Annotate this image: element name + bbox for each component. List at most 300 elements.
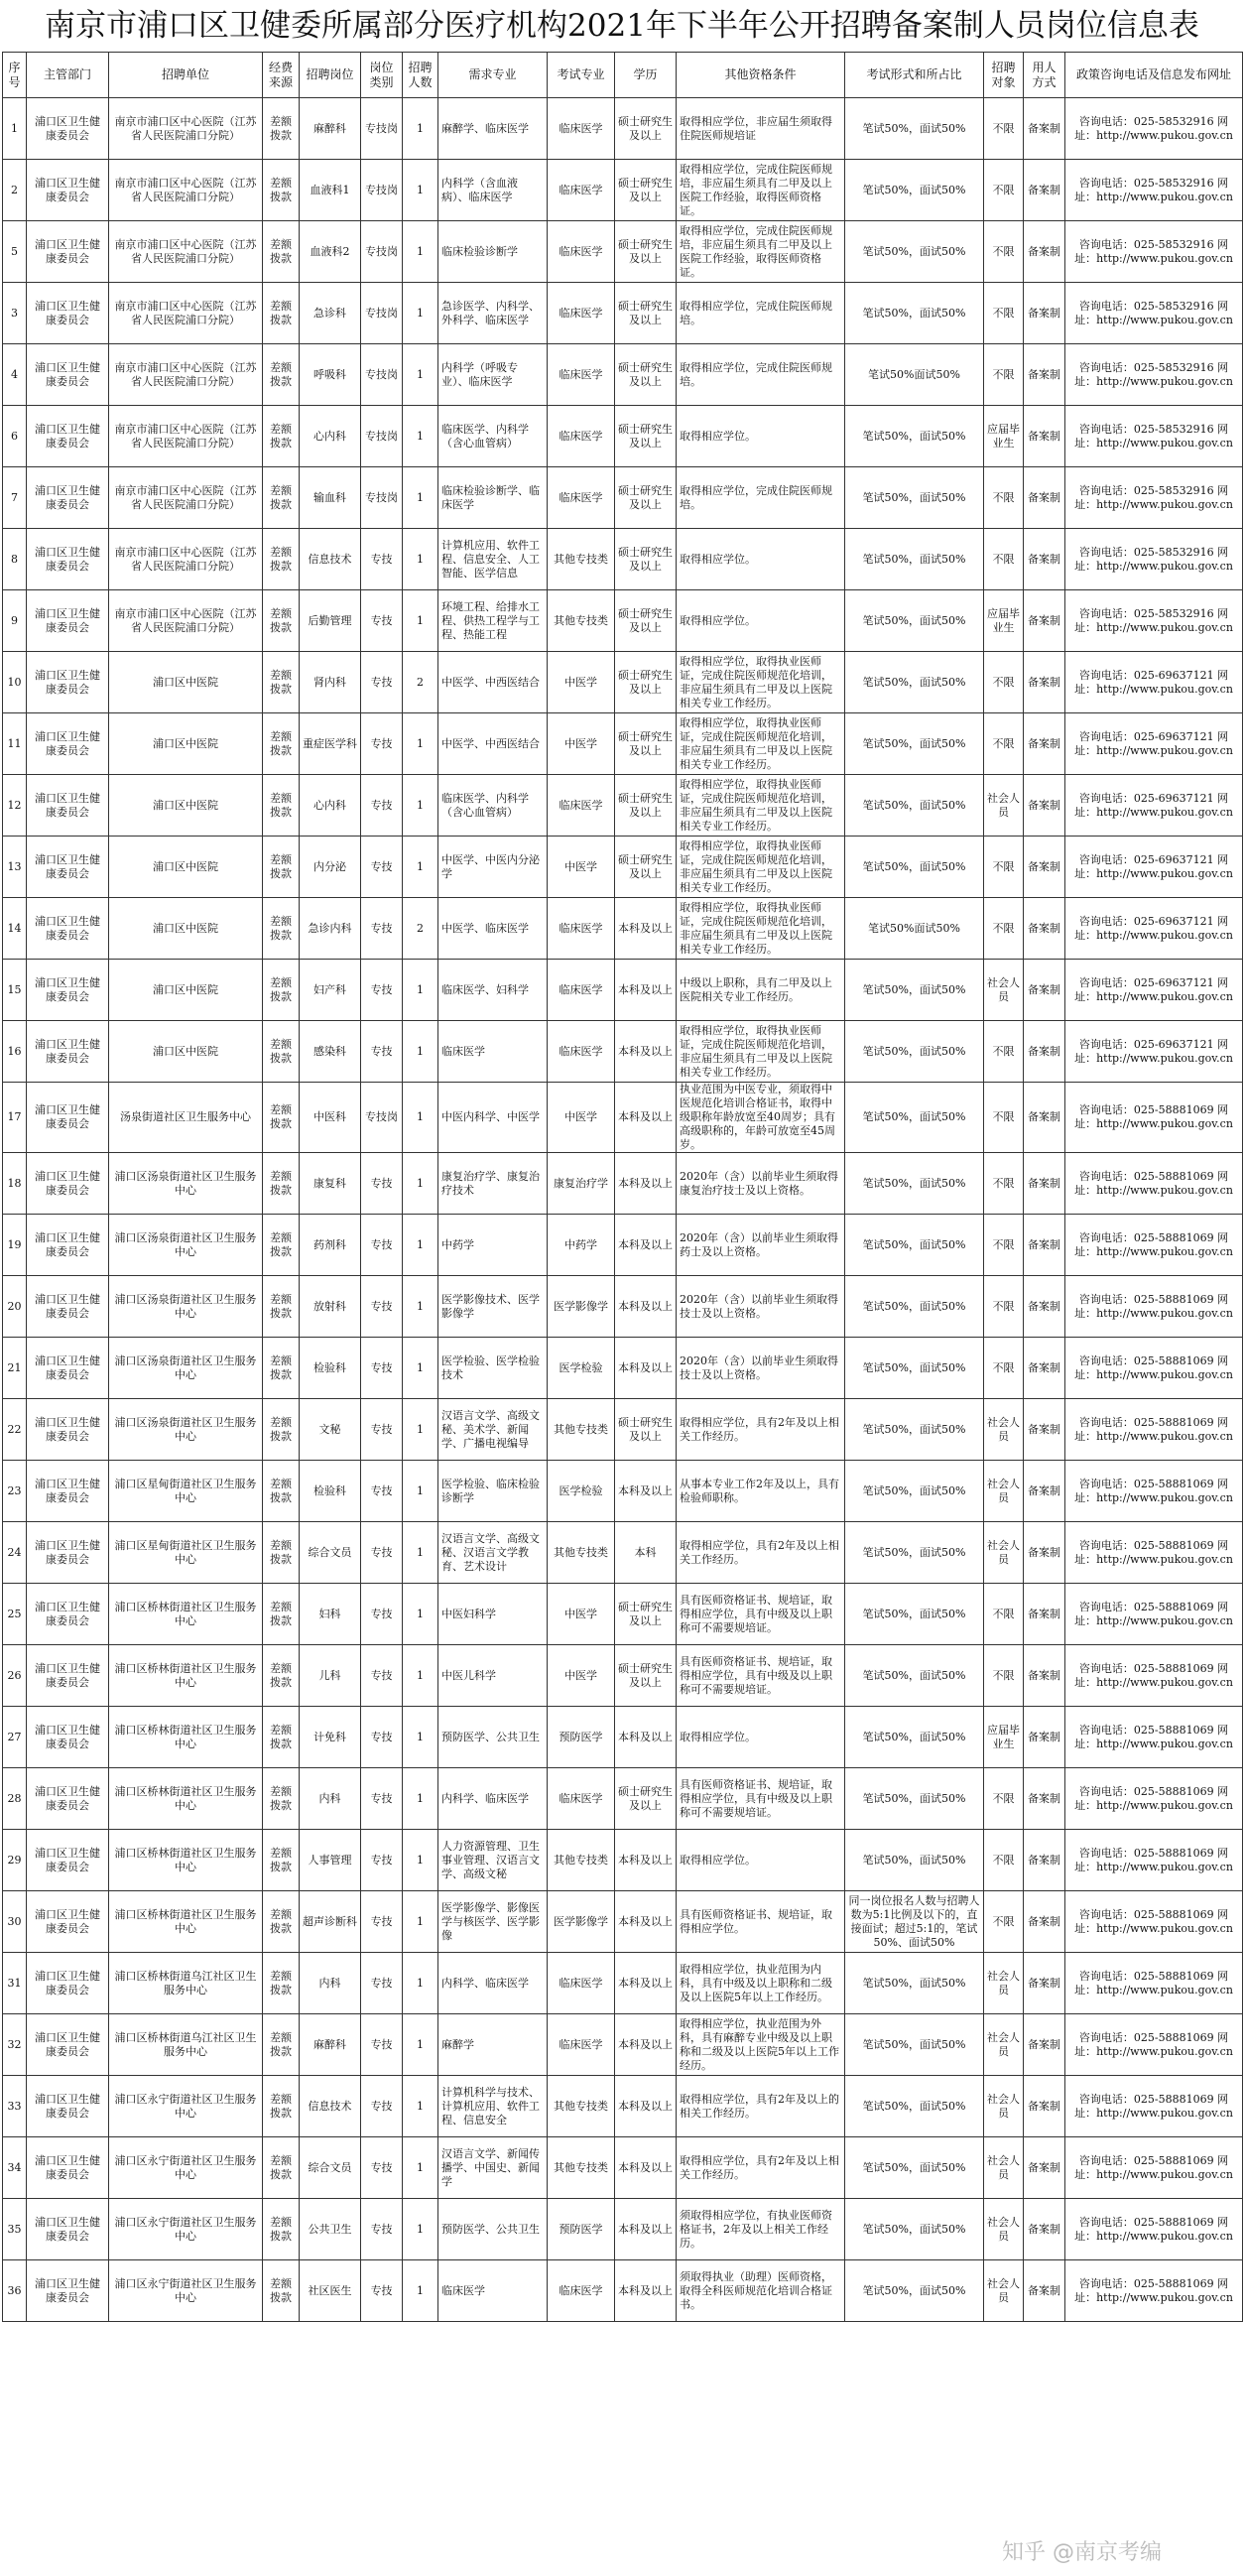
table-cell: 临床医学: [548, 98, 615, 160]
table-cell: 内科学（含血液病）、临床医学: [438, 160, 548, 221]
table-cell: 备案制: [1024, 98, 1065, 160]
column-header: 经费来源: [263, 53, 300, 98]
table-cell: 笔试50%，面试50%: [845, 221, 984, 283]
table-cell: 内科学、临床医学: [438, 1953, 548, 2014]
table-cell: 其他专技类: [548, 2076, 615, 2137]
table-cell: 1: [403, 1461, 438, 1522]
table-cell: 麻醉学、临床医学: [438, 98, 548, 160]
table-cell: 汉语言文学、高级文秘、汉语言文学教育、艺术设计: [438, 1522, 548, 1584]
table-cell: 咨询电话：025-58881069 网址：http://www.pukou.gov.cn: [1065, 1461, 1243, 1522]
table-cell: 专技: [361, 1461, 403, 1522]
table-cell: 备案制: [1024, 898, 1065, 960]
table-cell: 具有医师资格证书、规培证，取得相应学位，具有中级及以上职称可不需要规培证。: [677, 1645, 845, 1707]
table-cell: 专技: [361, 1953, 403, 2014]
table-cell: 不限: [984, 1768, 1024, 1830]
table-cell: 社会人员: [984, 2014, 1024, 2076]
table-cell: 浦口区中医院: [109, 960, 263, 1021]
table-cell: 社会人员: [984, 2199, 1024, 2260]
table-cell: 本科及以上: [615, 1953, 677, 2014]
table-cell: 预防医学: [548, 1707, 615, 1768]
table-cell: 笔试50%，面试50%: [845, 590, 984, 652]
table-row: [3, 775, 1243, 837]
table-cell: 1: [403, 1399, 438, 1461]
table-cell: 内科学（呼吸专业）、临床医学: [438, 344, 548, 406]
column-header: 序号: [3, 53, 27, 98]
table-cell: 浦口区卫生健康委员会: [27, 1707, 109, 1768]
table-header-row: [3, 53, 1243, 98]
table-cell: 差额拨款: [263, 1083, 300, 1153]
table-cell: 中医学: [548, 713, 615, 775]
table-row: [3, 2260, 1243, 2322]
table-row: [3, 2199, 1243, 2260]
table-cell: 不限: [984, 1891, 1024, 1953]
table-cell: 差额拨款: [263, 652, 300, 713]
table-cell: 笔试50%，面试50%: [845, 1768, 984, 1830]
table-cell: 不限: [984, 529, 1024, 590]
table-cell: 1: [403, 590, 438, 652]
table-row: [3, 406, 1243, 467]
table-cell: 差额拨款: [263, 98, 300, 160]
table-cell: 南京市浦口区中心医院（江苏省人民医院浦口分院）: [109, 160, 263, 221]
table-cell: 综合文员: [300, 2137, 361, 2199]
table-cell: 医学检验、临床检验诊断学: [438, 1461, 548, 1522]
table-cell: 不限: [984, 1021, 1024, 1083]
table-cell: 专技: [361, 1276, 403, 1338]
table-cell: 浦口区卫生健康委员会: [27, 713, 109, 775]
table-cell: 南京市浦口区中心医院（江苏省人民医院浦口分院）: [109, 529, 263, 590]
table-cell: 浦口区卫生健康委员会: [27, 1645, 109, 1707]
column-header: 用人方式: [1024, 53, 1065, 98]
table-cell: 不限: [984, 160, 1024, 221]
table-cell: 浦口区星甸街道社区卫生服务中心: [109, 1461, 263, 1522]
table-cell: 1: [403, 283, 438, 344]
table-cell: 血液科2: [300, 221, 361, 283]
table-cell: 中医内科学、中医学: [438, 1083, 548, 1153]
table-row: [3, 1522, 1243, 1584]
table-cell: 综合文员: [300, 1522, 361, 1584]
table-cell: 笔试50%，面试50%: [845, 1338, 984, 1399]
table-cell: 浦口区卫生健康委员会: [27, 467, 109, 529]
table-cell: 浦口区卫生健康委员会: [27, 283, 109, 344]
table-cell: 麻醉学: [438, 2014, 548, 2076]
table-cell: 2020年（含）以前毕业生须取得技士及以上资格。: [677, 1338, 845, 1399]
table-row: [3, 98, 1243, 160]
table-cell: 差额拨款: [263, 1953, 300, 2014]
table-cell: 社会人员: [984, 2137, 1024, 2199]
table-cell: 差额拨款: [263, 1399, 300, 1461]
table-cell: 笔试50%，面试50%: [845, 529, 984, 590]
table-cell: 具有医师资格证书、规培证，取得相应学位，具有中级及以上职称可不需要规培证。: [677, 1768, 845, 1830]
table-cell: 浦口区桥林街道社区卫生服务中心: [109, 1645, 263, 1707]
table-cell: 浦口区永宁街道社区卫生服务中心: [109, 2137, 263, 2199]
table-cell: 专技: [361, 1215, 403, 1276]
table-cell: 12: [3, 775, 27, 837]
table-cell: 笔试50%，面试50%: [845, 2137, 984, 2199]
table-cell: 笔试50%，面试50%: [845, 1830, 984, 1891]
table-cell: 不限: [984, 98, 1024, 160]
table-cell: 1: [403, 1522, 438, 1584]
table-cell: 差额拨款: [263, 960, 300, 1021]
table-cell: 咨询电话：025-58881069 网址：http://www.pukou.gov.cn: [1065, 1276, 1243, 1338]
table-cell: 1: [403, 2260, 438, 2322]
table-cell: 专技: [361, 1021, 403, 1083]
table-cell: 中医学、中医内分泌学: [438, 837, 548, 898]
table-cell: 执业范围为中医专业，须取得中医规范化培训合格证书，取得中级职称年龄放宽至40周岁；具有高级职称的，年龄可放宽至45周岁。: [677, 1083, 845, 1153]
table-cell: 环境工程、给排水工程、供热工程学与工程、热能工程: [438, 590, 548, 652]
table-row: [3, 590, 1243, 652]
table-cell: 社区医生: [300, 2260, 361, 2322]
table-cell: 取得相应学位，取得执业医师证，完成住院医师规范化培训，非应届生须具有二甲及以上医院相关专业工作经历。: [677, 713, 845, 775]
table-cell: 浦口区卫生健康委员会: [27, 1153, 109, 1215]
table-cell: 浦口区永宁街道社区卫生服务中心: [109, 2076, 263, 2137]
table-cell: 专技: [361, 1338, 403, 1399]
table-cell: 取得相应学位，具有2年及以上的相关工作经历。: [677, 2076, 845, 2137]
table-cell: 临床医学: [548, 1953, 615, 2014]
table-cell: 备案制: [1024, 467, 1065, 529]
table-cell: 南京市浦口区中心医院（江苏省人民医院浦口分院）: [109, 590, 263, 652]
table-cell: 专技岗: [361, 467, 403, 529]
table-cell: 硕士研究生及以上: [615, 1399, 677, 1461]
table-cell: 咨询电话：025-58881069 网址：http://www.pukou.gov.cn: [1065, 1215, 1243, 1276]
table-cell: 取得相应学位。: [677, 590, 845, 652]
table-cell: 其他专技类: [548, 1522, 615, 1584]
table-cell: 中药学: [438, 1215, 548, 1276]
table-cell: 备案制: [1024, 1461, 1065, 1522]
table-cell: 取得相应学位，完成住院医师规培。: [677, 344, 845, 406]
table-cell: 笔试50%，面试50%: [845, 467, 984, 529]
table-row: [3, 1707, 1243, 1768]
table-cell: 药剂科: [300, 1215, 361, 1276]
table-cell: 专技: [361, 1830, 403, 1891]
table-cell: 本科及以上: [615, 1215, 677, 1276]
table-cell: 南京市浦口区中心医院（江苏省人民医院浦口分院）: [109, 221, 263, 283]
table-cell: 取得相应学位，完成住院医师规培，非应届生须具有二甲及以上医院工作经验，取得医师资格证。: [677, 160, 845, 221]
table-cell: 内科学、临床医学: [438, 1768, 548, 1830]
table-cell: 应届毕业生: [984, 406, 1024, 467]
table-cell: 笔试50%，面试50%: [845, 2199, 984, 2260]
table-row: [3, 283, 1243, 344]
table-cell: 不限: [984, 1645, 1024, 1707]
table-cell: 须取得执业（助理）医师资格，取得全科医师规范化培训合格证书。: [677, 2260, 845, 2322]
table-cell: 13: [3, 837, 27, 898]
table-cell: 临床医学: [548, 960, 615, 1021]
table-cell: 浦口区卫生健康委员会: [27, 2137, 109, 2199]
column-header: 主管部门: [27, 53, 109, 98]
table-cell: 咨询电话：025-58532916 网址：http://www.pukou.gov.cn: [1065, 467, 1243, 529]
table-cell: 须取得相应学位，有执业医师资格证书，2年及以上相关工作经历。: [677, 2199, 845, 2260]
table-cell: 备案制: [1024, 1153, 1065, 1215]
table-cell: 1: [403, 406, 438, 467]
table-cell: 中医学: [548, 1083, 615, 1153]
table-cell: 浦口区卫生健康委员会: [27, 1953, 109, 2014]
table-cell: 1: [403, 1021, 438, 1083]
table-cell: 浦口区永宁街道社区卫生服务中心: [109, 2260, 263, 2322]
table-cell: 8: [3, 529, 27, 590]
table-cell: 医学影像学、影像医学与核医学、医学影像: [438, 1891, 548, 1953]
table-cell: 硕士研究生及以上: [615, 98, 677, 160]
table-cell: 1: [403, 1215, 438, 1276]
table-cell: 29: [3, 1830, 27, 1891]
table-cell: 临床医学: [548, 1021, 615, 1083]
table-cell: 30: [3, 1891, 27, 1953]
table-cell: 浦口区卫生健康委员会: [27, 1276, 109, 1338]
table-cell: 不限: [984, 837, 1024, 898]
table-cell: 浦口区桥林街道乌江社区卫生服务中心: [109, 1953, 263, 2014]
table-cell: 专技: [361, 2260, 403, 2322]
table-cell: 不限: [984, 898, 1024, 960]
table-cell: 笔试50%，面试50%: [845, 1461, 984, 1522]
table-cell: 浦口区卫生健康委员会: [27, 2076, 109, 2137]
table-row: [3, 1584, 1243, 1645]
table-cell: 咨询电话：025-58881069 网址：http://www.pukou.gov.cn: [1065, 1522, 1243, 1584]
table-cell: 取得相应学位，具有2年及以上相关工作经历。: [677, 2137, 845, 2199]
table-cell: 1: [403, 960, 438, 1021]
table-cell: 4: [3, 344, 27, 406]
table-cell: 1: [403, 775, 438, 837]
table-cell: 6: [3, 406, 27, 467]
table-cell: 专技: [361, 2199, 403, 2260]
table-cell: 咨询电话：025-58532916 网址：http://www.pukou.gov.cn: [1065, 529, 1243, 590]
table-cell: 1: [403, 2137, 438, 2199]
table-cell: 临床医学: [548, 406, 615, 467]
table-cell: 临床医学: [548, 283, 615, 344]
table-cell: 本科及以上: [615, 2014, 677, 2076]
table-cell: 南京市浦口区中心医院（江苏省人民医院浦口分院）: [109, 406, 263, 467]
table-cell: 19: [3, 1215, 27, 1276]
table-cell: 笔试50%，面试50%: [845, 2260, 984, 2322]
table-cell: 超声诊断科: [300, 1891, 361, 1953]
table-cell: 临床检验诊断学: [438, 221, 548, 283]
table-cell: 1: [403, 221, 438, 283]
table-cell: 本科及以上: [615, 1153, 677, 1215]
table-cell: 社会人员: [984, 1953, 1024, 2014]
table-cell: 31: [3, 1953, 27, 2014]
table-cell: 备案制: [1024, 837, 1065, 898]
table-cell: 1: [3, 98, 27, 160]
table-cell: 14: [3, 898, 27, 960]
table-cell: 取得相应学位。: [677, 406, 845, 467]
table-cell: 其他专技类: [548, 1830, 615, 1891]
table-cell: 16: [3, 1021, 27, 1083]
table-cell: 差额拨款: [263, 1461, 300, 1522]
table-cell: 差额拨款: [263, 898, 300, 960]
table-cell: 浦口区桥林街道乌江社区卫生服务中心: [109, 2014, 263, 2076]
table-cell: 公共卫生: [300, 2199, 361, 2260]
table-cell: 具有医师资格证书、规培证，取得相应学位，具有中级及以上职称可不需要规培证。: [677, 1584, 845, 1645]
table-cell: 1: [403, 1953, 438, 2014]
table-row: [3, 344, 1243, 406]
table-cell: 浦口区卫生健康委员会: [27, 2260, 109, 2322]
table-cell: 备案制: [1024, 160, 1065, 221]
table-cell: 咨询电话：025-58881069 网址：http://www.pukou.gov.cn: [1065, 2199, 1243, 2260]
table-cell: 专技: [361, 1522, 403, 1584]
table-cell: 医学影像学: [548, 1891, 615, 1953]
table-cell: 1: [403, 2014, 438, 2076]
table-cell: 差额拨款: [263, 837, 300, 898]
table-cell: 笔试50%，面试50%: [845, 652, 984, 713]
table-cell: 笔试50%，面试50%: [845, 837, 984, 898]
table-cell: 本科及以上: [615, 1891, 677, 1953]
table-cell: 浦口区卫生健康委员会: [27, 837, 109, 898]
table-cell: 笔试50%，面试50%: [845, 2076, 984, 2137]
table-cell: 取得相应学位，取得执业医师证，完成住院医师规范化培训，非应届生须具有二甲及以上医院相关专业工作经历。: [677, 1021, 845, 1083]
table-cell: 临床医学: [438, 1021, 548, 1083]
column-header: 招聘人数: [403, 53, 438, 98]
table-cell: 本科: [615, 1522, 677, 1584]
table-row: [3, 713, 1243, 775]
table-cell: 南京市浦口区中心医院（江苏省人民医院浦口分院）: [109, 344, 263, 406]
table-cell: 急诊医学、内科学、外科学、临床医学: [438, 283, 548, 344]
table-cell: 浦口区卫生健康委员会: [27, 1830, 109, 1891]
table-cell: 硕士研究生及以上: [615, 837, 677, 898]
table-cell: 差额拨款: [263, 1830, 300, 1891]
table-cell: 3: [3, 283, 27, 344]
table-cell: 浦口区卫生健康委员会: [27, 1338, 109, 1399]
table-row: [3, 1830, 1243, 1891]
table-cell: 浦口区中医院: [109, 1021, 263, 1083]
table-cell: 差额拨款: [263, 344, 300, 406]
table-cell: 咨询电话：025-58881069 网址：http://www.pukou.gov.cn: [1065, 2137, 1243, 2199]
table-cell: 备案制: [1024, 1645, 1065, 1707]
table-row: [3, 160, 1243, 221]
table-cell: 备案制: [1024, 344, 1065, 406]
table-cell: 差额拨款: [263, 1522, 300, 1584]
table-cell: 备案制: [1024, 2137, 1065, 2199]
table-cell: 取得相应学位，取得执业医师证，完成住院医师规范化培训，非应届生须具有二甲及以上医院相关专业工作经历。: [677, 898, 845, 960]
table-cell: 信息技术: [300, 2076, 361, 2137]
table-cell: 临床医学、内科学（含心血管病）: [438, 775, 548, 837]
table-cell: 取得相应学位。: [677, 1830, 845, 1891]
table-cell: 笔试50%，面试50%: [845, 775, 984, 837]
table-cell: 临床检验诊断学、临床医学: [438, 467, 548, 529]
table-cell: 不限: [984, 283, 1024, 344]
table-cell: 备案制: [1024, 652, 1065, 713]
table-cell: 医学影像技术、医学影像学: [438, 1276, 548, 1338]
table-cell: 笔试50%，面试50%: [845, 2014, 984, 2076]
table-cell: 计算机科学与技术、计算机应用、软件工程、信息安全: [438, 2076, 548, 2137]
table-cell: 硕士研究生及以上: [615, 1768, 677, 1830]
table-cell: 取得相应学位，执业范围为内科，具有中级及以上职称和二级及以上医院5年以上工作经历。: [677, 1953, 845, 2014]
table-cell: 差额拨款: [263, 1768, 300, 1830]
table-cell: 咨询电话：025-58881069 网址：http://www.pukou.gov.cn: [1065, 1707, 1243, 1768]
table-cell: 咨询电话：025-58881069 网址：http://www.pukou.gov.cn: [1065, 1645, 1243, 1707]
table-cell: 南京市浦口区中心医院（江苏省人民医院浦口分院）: [109, 283, 263, 344]
table-cell: 重症医学科: [300, 713, 361, 775]
table-cell: 临床医学: [548, 344, 615, 406]
table-row: [3, 467, 1243, 529]
table-cell: 专技: [361, 1768, 403, 1830]
table-cell: 不限: [984, 1215, 1024, 1276]
table-cell: 专技岗: [361, 406, 403, 467]
table-cell: 社会人员: [984, 1399, 1024, 1461]
table-cell: 取得相应学位。: [677, 1707, 845, 1768]
table-cell: 20: [3, 1276, 27, 1338]
table-cell: 预防医学、公共卫生: [438, 2199, 548, 2260]
table-cell: 1: [403, 1083, 438, 1153]
table-cell: 浦口区卫生健康委员会: [27, 344, 109, 406]
table-cell: 本科及以上: [615, 1083, 677, 1153]
table-cell: 妇科: [300, 1584, 361, 1645]
column-header: 考试形式和所占比: [845, 53, 984, 98]
table-cell: 不限: [984, 1083, 1024, 1153]
table-cell: 汉语言文学、高级文秘、美术学、新闻学、广播电视编导: [438, 1399, 548, 1461]
column-header: 岗位类别: [361, 53, 403, 98]
table-cell: 21: [3, 1338, 27, 1399]
table-row: [3, 1953, 1243, 2014]
table-cell: 内分泌: [300, 837, 361, 898]
column-header: 考试专业: [548, 53, 615, 98]
table-cell: 中医儿科学: [438, 1645, 548, 1707]
recruitment-table: [2, 52, 1243, 2322]
table-cell: 取得相应学位，完成住院医师规培。: [677, 467, 845, 529]
table-cell: 浦口区卫生健康委员会: [27, 1584, 109, 1645]
table-cell: 取得相应学位，取得执业医师证，完成住院医师规范化培训，非应届生须具有二甲及以上医院相关专业工作经历。: [677, 652, 845, 713]
column-header: 招聘岗位: [300, 53, 361, 98]
table-cell: 中医妇科学: [438, 1584, 548, 1645]
table-cell: 咨询电话：025-69637121 网址：http://www.pukou.gov.cn: [1065, 775, 1243, 837]
table-row: [3, 2137, 1243, 2199]
table-cell: 咨询电话：025-69637121 网址：http://www.pukou.gov.cn: [1065, 1021, 1243, 1083]
table-cell: 预防医学、公共卫生: [438, 1707, 548, 1768]
table-cell: 硕士研究生及以上: [615, 775, 677, 837]
table-cell: 浦口区卫生健康委员会: [27, 160, 109, 221]
table-cell: 中医学: [548, 652, 615, 713]
table-cell: 儿科: [300, 1645, 361, 1707]
table-cell: 1: [403, 1153, 438, 1215]
table-cell: 咨询电话：025-58532916 网址：http://www.pukou.gov.cn: [1065, 406, 1243, 467]
table-cell: 浦口区桥林街道社区卫生服务中心: [109, 1584, 263, 1645]
table-cell: 硕士研究生及以上: [615, 221, 677, 283]
table-cell: 备案制: [1024, 590, 1065, 652]
table-cell: 硕士研究生及以上: [615, 713, 677, 775]
table-cell: 取得相应学位。: [677, 529, 845, 590]
table-cell: 差额拨款: [263, 1645, 300, 1707]
table-cell: 2: [403, 652, 438, 713]
table-row: [3, 1021, 1243, 1083]
table-cell: 浦口区汤泉街道社区卫生服务中心: [109, 1153, 263, 1215]
table-cell: 医学影像学: [548, 1276, 615, 1338]
table-cell: 浦口区中医院: [109, 713, 263, 775]
table-cell: 取得相应学位，完成住院医师规培，非应届生须具有二甲及以上医院工作经验，取得医师资格证。: [677, 221, 845, 283]
table-cell: 差额拨款: [263, 1153, 300, 1215]
table-cell: 不限: [984, 1276, 1024, 1338]
table-cell: 差额拨款: [263, 1584, 300, 1645]
table-cell: 咨询电话：025-58881069 网址：http://www.pukou.gov.cn: [1065, 2014, 1243, 2076]
table-cell: 取得相应学位，取得执业医师证，完成住院医师规范化培训，非应届生须具有二甲及以上医院相关专业工作经历。: [677, 837, 845, 898]
table-cell: 中医学: [548, 837, 615, 898]
table-row: [3, 1461, 1243, 1522]
table-cell: 医学检验、医学检验技术: [438, 1338, 548, 1399]
table-cell: 1: [403, 1891, 438, 1953]
table-cell: 笔试50%，面试50%: [845, 1522, 984, 1584]
table-cell: 后勤管理: [300, 590, 361, 652]
table-cell: 中级以上职称，具有二甲及以上医院相关专业工作经历。: [677, 960, 845, 1021]
table-cell: 文秘: [300, 1399, 361, 1461]
table-cell: 15: [3, 960, 27, 1021]
table-cell: 检验科: [300, 1338, 361, 1399]
table-cell: 32: [3, 2014, 27, 2076]
table-cell: 1: [403, 1645, 438, 1707]
table-cell: 中医学、临床医学: [438, 898, 548, 960]
table-cell: 备案制: [1024, 2014, 1065, 2076]
table-cell: 7: [3, 467, 27, 529]
table-cell: 本科及以上: [615, 1707, 677, 1768]
table-cell: 专技: [361, 1399, 403, 1461]
table-cell: 备案制: [1024, 1021, 1065, 1083]
table-cell: 心内科: [300, 406, 361, 467]
table-cell: 备案制: [1024, 1584, 1065, 1645]
table-cell: 2: [3, 160, 27, 221]
